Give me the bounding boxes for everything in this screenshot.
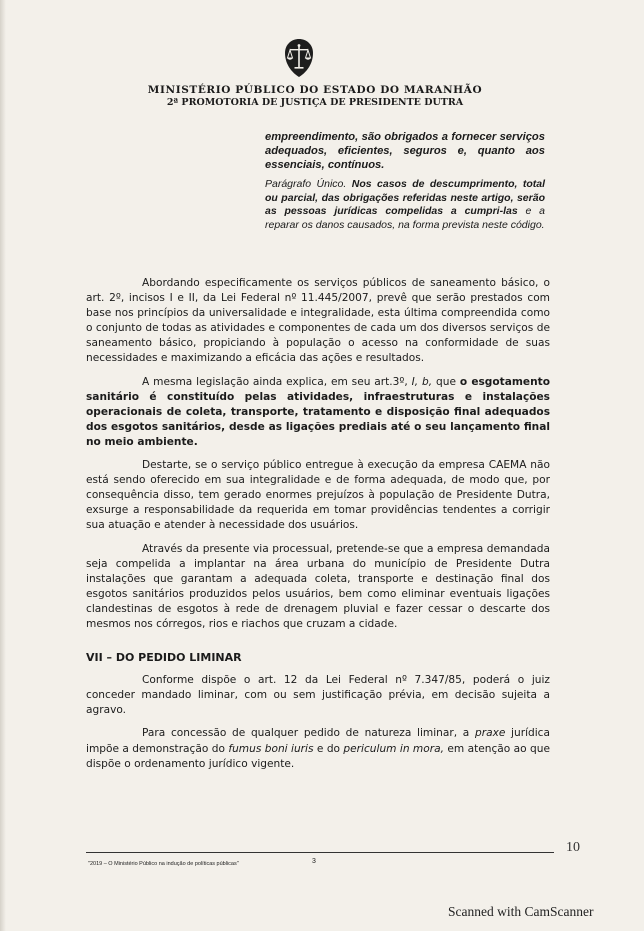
office-title: 2ª PROMOTORIA DE JUSTIÇA DE PRESIDENTE DUTRA	[166, 97, 464, 108]
para2-pre: A mesma legislação ainda explica, em seu art.3º,	[142, 375, 412, 388]
para2-ital: I, b,	[411, 375, 433, 388]
footer-divider	[86, 852, 554, 853]
quote-paragraph-1: empreendimento, são obrigados a fornecer serviços adequados, eficientes, seguros e, quanto aos essenciais, contínuos.	[265, 131, 545, 171]
section-title: VII – DO PEDIDO LIMINAR	[86, 651, 242, 665]
page-number: 10	[566, 840, 580, 855]
paragraph-atraves: Através da presente via processual, pretende-se que a empresa demandada seja compelida a implantar na área urbana do município de Presidente Dutra instalações que garantam a adequada coleta, transporte e destinação final dos esgotos sanitários produzidos pelos usuários, bem como eliminar eventuais ligações clandestinas de esgotos à rede de drenagem pluvial e fazer cessar o descarte dos mesmos nos córregos, rios e riachos que cruzam a cidade.	[86, 542, 550, 630]
org-title: MINISTÉRIO PÚBLICO DO ESTADO DO MARANHÃO	[147, 84, 483, 96]
quote-paragraph-2	[265, 178, 545, 232]
scan-watermark: Scanned with CamScanner	[448, 904, 594, 919]
para6-mid1: jurídica impõe a demonstração do	[86, 727, 550, 755]
scales-of-justice-icon	[282, 38, 316, 78]
paragraph-destarte: Destarte, se o serviço público entregue à execução da empresa CAEMA não está sendo oferecido em sua integralidade e de forma adequada, de modo que, por consequência disso, tem gerado enormes prejuízos à população de Presidente Dutra, exsurge a responsabilidade da requerida em tomar providências tendentes a corrigir sua atuação e atender à necessidade dos usuários.	[86, 459, 550, 532]
para6-tail: em atenção ao que dispõe o ordenamento jurídico vigente.	[86, 742, 550, 770]
paragraph-conforme: Conforme dispõe o art. 12 da Lei Federal nº 7.347/85, poderá o juiz conceder mandado liminar, com ou sem justificação prévia, em decisão sujeita a agravo.	[86, 674, 550, 717]
quote-tail: e a reparar os danos causados, na forma prevista neste código.	[265, 205, 545, 231]
para6-praxe: praxe	[475, 727, 506, 740]
para6-fumus: fumus boni iuris	[228, 742, 314, 755]
quote-bold: Nos casos de descumprimento, total ou parcial, das obrigações referidas neste artigo, serão as pessoas jurídicas compelidas a cumpri-las	[265, 178, 546, 218]
paragraph-esgotamento	[86, 375, 550, 450]
legal-quote	[265, 130, 545, 232]
quote-lead: Parágrafo Único.	[265, 178, 347, 190]
para6-mid2: e do	[313, 742, 344, 755]
footer-mark: 3	[312, 858, 316, 865]
paragraph-saneamento: Abordando especificamente os serviços públicos de saneamento básico, o art. 2º, incisos I e II, da Lei Federal nº 11.445/2007, prevê que serão prestados com base nos princípios da universalidade e integralidade, esta última compreendida como o conjunto de todas as atividades e componentes de cada um dos diversos serviços de saneamento básico, propiciando à população o acesso na conformidade de suas necessidades e maximizando a eficácia das ações e resultados.	[86, 277, 550, 365]
paragraph-concessao	[86, 726, 550, 770]
scan-shadow	[0, 0, 6, 931]
para6-pre: Para concessão de qualquer pedido de natureza liminar, a	[142, 727, 475, 740]
para2-mid: que	[432, 375, 460, 388]
para2-bold: o esgotamento sanitário é constituído pelas atividades, infraestruturas e instalações operacionais de coleta, transporte, tratamento e disposição final adequados dos esgotos sanitários, desde as ligações prediais até o seu lançamento final no meio ambiente.	[86, 375, 550, 448]
para6-periculum: periculum in mora,	[343, 742, 444, 755]
footer-motto: "2019 – O Ministério Público na indução de políticas públicas"	[88, 861, 239, 867]
document-body	[86, 276, 550, 770]
